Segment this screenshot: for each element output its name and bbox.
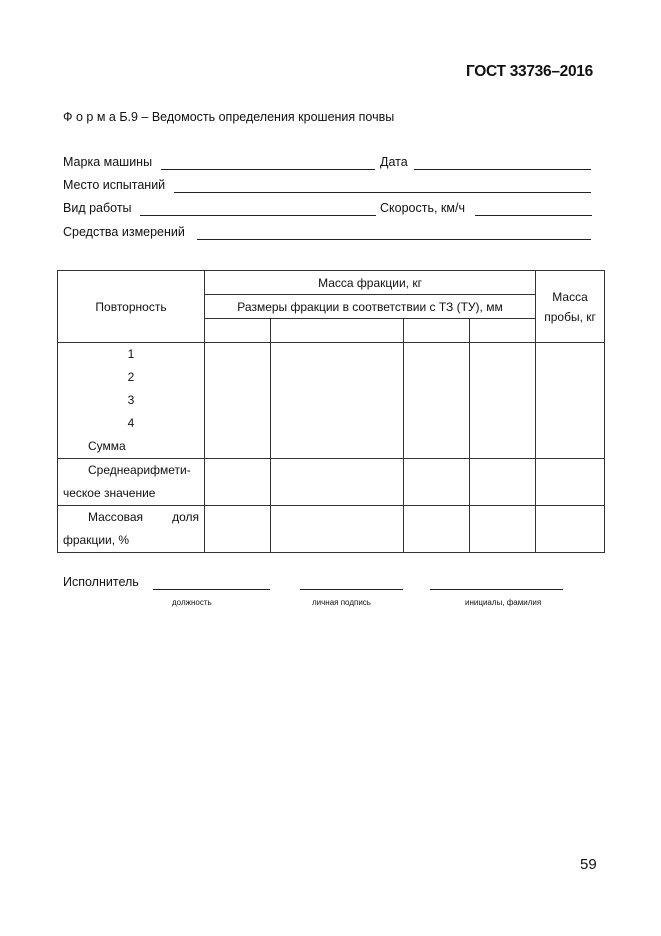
data-cell — [404, 343, 470, 459]
machine-brand-label: Марка машины — [63, 155, 153, 169]
repetitions-cell — [58, 343, 205, 459]
mass-share-line1: Массовая доля — [88, 510, 199, 524]
work-type-line — [140, 215, 376, 216]
mean-value-line1: Среднеарифмети- — [88, 463, 191, 477]
size-col-4 — [470, 319, 536, 343]
test-site-label: Место испытаний — [63, 178, 166, 192]
instruments-field — [63, 225, 593, 243]
mass-share-line2: фракции, % — [63, 533, 130, 547]
sum-label: Сумма — [88, 439, 126, 453]
data-cell — [536, 506, 605, 553]
data-cell — [205, 343, 271, 459]
crumbling-table — [57, 270, 605, 553]
data-cell — [470, 506, 536, 553]
machine-brand-line — [161, 169, 375, 170]
data-cell — [271, 459, 404, 506]
repetition-1: 1 — [127, 347, 135, 361]
date-label: Дата — [380, 155, 408, 169]
data-cell — [536, 343, 605, 459]
header-fraction-sizes: Размеры фракции в соответствии с ТЗ (ТУ), мм — [205, 295, 536, 319]
data-cell — [404, 506, 470, 553]
mean-value-line2: ческое значение — [63, 486, 156, 500]
machine-brand-field — [63, 155, 593, 173]
instruments-line — [197, 239, 591, 240]
data-cell — [470, 459, 536, 506]
data-cell — [205, 459, 271, 506]
instruments-label: Средства измерений — [63, 225, 185, 239]
data-cell — [404, 459, 470, 506]
work-type-label: Вид работы — [63, 201, 132, 215]
size-col-2 — [271, 319, 404, 343]
signature-line — [300, 589, 403, 590]
test-site-line — [174, 192, 591, 193]
standard-number: ГОСТ 33736–2016 — [466, 63, 593, 80]
test-site-field — [63, 178, 593, 196]
header-sample-mass: Масса пробы, кг — [536, 271, 605, 343]
form-title: Ф о р м а Б.9 – Ведомость определения крошения почвы — [63, 110, 395, 124]
data-cell — [205, 506, 271, 553]
data-cell — [271, 343, 404, 459]
speed-label: Скорость, км/ч — [380, 201, 465, 215]
speed-line — [475, 215, 592, 216]
mass-share-cell — [58, 506, 205, 553]
repetition-4: 4 — [127, 416, 135, 430]
repetition-2: 2 — [127, 370, 135, 384]
size-col-1 — [205, 319, 271, 343]
data-cell — [271, 506, 404, 553]
work-type-field — [63, 201, 593, 219]
size-col-3 — [404, 319, 470, 343]
header-repetition: Повторность — [58, 271, 205, 343]
page-number: 59 — [580, 856, 597, 873]
name-line — [430, 589, 563, 590]
header-fraction-mass: Масса фракции, кг — [205, 271, 536, 295]
date-line — [414, 169, 591, 170]
data-cell — [470, 343, 536, 459]
position-line — [153, 589, 270, 590]
executor-label: Исполнитель — [63, 575, 139, 589]
position-caption: должность — [172, 598, 212, 607]
mean-value-cell — [58, 459, 205, 506]
name-caption: инициалы, фамилия — [465, 598, 542, 607]
repetition-3: 3 — [127, 393, 135, 407]
data-cell — [536, 459, 605, 506]
signature-caption: личная подпись — [312, 598, 371, 607]
